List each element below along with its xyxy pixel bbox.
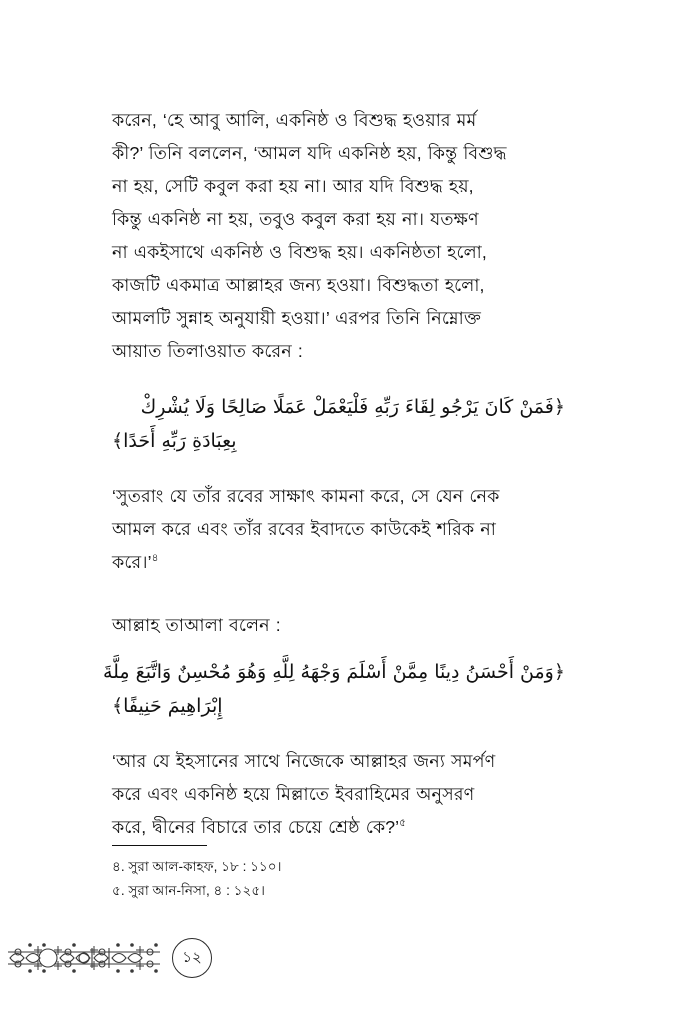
- text-line: কিন্তু একনিষ্ঠ না হয়, তবুও কবুল করা হয় না। যতক্ষণ: [112, 209, 479, 229]
- text-line: করে এবং একনিষ্ঠ হয়ে মিল্লাতে ইবরাহিমের অনুসরণ: [112, 784, 475, 804]
- text-line: কাজটি একমাত্র আল্লাহর জন্য হওয়া। বিশুদ্ধতা হলো,: [112, 275, 485, 295]
- footnote-item: ৫. সুরা আন-নিসা, ৪ : ১২৫।: [112, 883, 266, 898]
- text-line: ‘সুতরাং যে তাঁর রবের সাক্ষাৎ কামনা করে, সে যেন নেক: [112, 486, 500, 506]
- arabic-line: [112, 390, 565, 424]
- text-line: আয়াত তিলাওয়াত করেন :: [112, 341, 303, 361]
- line-text: করে।’: [112, 552, 152, 572]
- text-line: না একইসাথে একনিষ্ঠ ও বিশুদ্ধ হয়। একনিষ্ঠতা হলো,: [112, 242, 487, 262]
- footnotes-section: [112, 845, 565, 903]
- page-content: [102, 104, 565, 844]
- text-line: আমল করে এবং তাঁর রবের ইবাদতে কাউকেই শরিক না: [112, 519, 496, 539]
- paragraph-narration: [112, 104, 565, 368]
- text-line: ‘আর যে ইহসানের সাথে নিজেকে আল্লাহর জন্য সমর্পণ: [112, 751, 496, 771]
- translation-1: [112, 480, 565, 579]
- text-line: আল্লাহ তাআলা বলেন :: [112, 615, 281, 635]
- text-line: [112, 811, 565, 844]
- text-line: না হয়, সেটি কবুল করা হয় না। আর যদি বিশুদ্ধ হয়,: [112, 176, 474, 196]
- page-number-badge: [172, 938, 212, 978]
- arabic-line: إِبْرَاهِيمَ حَنِيفًا﴾: [112, 695, 223, 717]
- spacer: [112, 723, 565, 745]
- line-text: করে, দ্বীনের বিচারে তার চেয়ে শ্রেষ্ঠ কে?’: [112, 817, 400, 837]
- footnote-marker: ৫: [399, 817, 407, 830]
- footnote-marker: ৪: [151, 552, 159, 565]
- spacer: [112, 642, 565, 655]
- intro-allah-says: [112, 609, 565, 642]
- line-text: করেন, ‘হে আবু আলি, একনিষ্ঠ ও বিশুদ্ধ হওয়ার মর্ম: [112, 110, 477, 130]
- text-line: [112, 104, 565, 137]
- text-line: কী?’ তিনি বললেন, ‘আমল যদি একনিষ্ঠ হয়, কিন্তু বিশুদ্ধ: [112, 143, 507, 163]
- page-footer: [8, 934, 218, 982]
- arabic-line: [102, 655, 565, 689]
- page-number-text: ১২: [182, 948, 202, 966]
- text-line: আমলটি সুন্নাহ অনুযায়ী হওয়া।’ এরপর তিনি নিম্নোক্ত: [112, 308, 482, 328]
- spacer: [112, 368, 565, 390]
- spacer: [112, 458, 565, 480]
- footnote-separator-rule: [112, 845, 207, 846]
- spacer: [112, 579, 565, 609]
- arabic-line: بِعِبَادَةِ رَبِّهِ أَحَدًا﴾: [112, 430, 237, 452]
- footnote-item: ৪. সুরা আল-কাহফ, ১৮ : ১১০।: [112, 859, 282, 874]
- translation-2: [112, 745, 565, 844]
- text-line: [112, 546, 565, 579]
- arabic-verse-1: [112, 390, 565, 458]
- decorative-border-ornament: [8, 938, 160, 978]
- arabic-line-text: ﴿فَمَنْ كَانَ يَرْجُو لِقَاءَ رَبِّهِ فَلْيَعْمَلْ عَمَلًا صَالِحًا وَلَا يُشْرِكْ: [140, 396, 565, 418]
- arabic-verse-2: [102, 655, 565, 723]
- arabic-line-text: ﴿وَمَنْ أَحْسَنُ دِينًا مِمَّنْ أَسْلَمَ وَجْهَهُ لِلَّهِ وَهُوَ مُحْسِنٌ وَاتَّبَعَ مِلَّةَ: [102, 661, 565, 683]
